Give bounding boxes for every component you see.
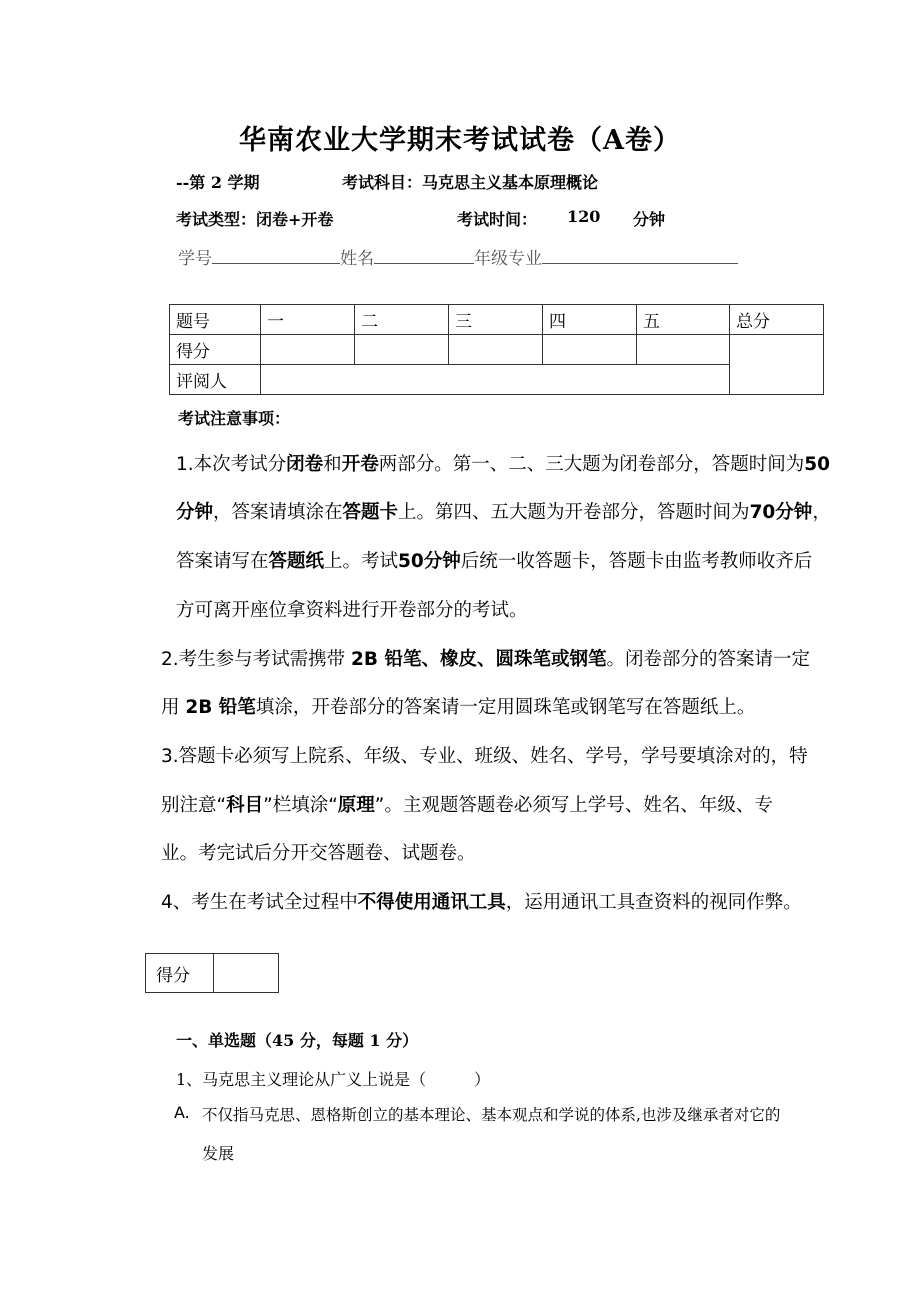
header-cell-1: 一 bbox=[261, 305, 355, 335]
score-cell-4[interactable] bbox=[543, 335, 637, 365]
exam-subject: 考试科目：马克思主义基本原理概论 bbox=[342, 173, 599, 192]
section-1-heading: 一、单选题（45 分，每题 1 分） bbox=[176, 1031, 419, 1050]
note-4-line-1: 4、考生在考试全过程中不得使用通讯工具，运用通讯工具查资料的视同作弊。 bbox=[161, 892, 802, 913]
score-table bbox=[169, 304, 824, 395]
score-row-label: 得分 bbox=[170, 335, 261, 365]
section-score-label: 得分 bbox=[146, 954, 214, 993]
exam-time-value: 120 bbox=[567, 207, 601, 226]
semester: --第 2 学期 bbox=[176, 173, 260, 192]
student-id-label: 学号 bbox=[178, 249, 212, 269]
name-field[interactable] bbox=[374, 247, 474, 264]
exam-time-unit: 分钟 bbox=[633, 210, 666, 229]
header-cell-5: 五 bbox=[637, 305, 730, 335]
score-cell-1[interactable] bbox=[261, 335, 355, 365]
grader-row-label: 评阅人 bbox=[170, 365, 261, 395]
note-1-line-2: 分钟，答案请填涂在答题卡上。第四、五大题为开卷部分，答题时间为70分钟， bbox=[176, 502, 831, 523]
student-id-field[interactable] bbox=[212, 247, 340, 264]
option-a-line-2: 发展 bbox=[202, 1144, 235, 1163]
header-cell-number: 题号 bbox=[170, 305, 261, 335]
header-cell-4: 四 bbox=[543, 305, 637, 335]
score-table-grader-row bbox=[170, 365, 824, 395]
note-1-line-1: 1.本次考试分闭卷和开卷两部分。第一、二、三大题为闭卷部分，答题时间为50 bbox=[176, 454, 830, 475]
exam-type: 考试类型：闭卷+开卷 bbox=[176, 210, 334, 229]
note-1-line-3: 答案请写在答题纸上。考试50分钟后统一收答题卡，答题卡由监考教师收齐后 bbox=[176, 551, 813, 572]
note-2-line-2: 用 2B 铅笔填涂，开卷部分的答案请一定用圆珠笔或钢笔写在答题纸上。 bbox=[161, 697, 756, 718]
exam-time-label: 考试时间： bbox=[457, 210, 538, 229]
score-cell-5[interactable] bbox=[637, 335, 730, 365]
note-3-line-2: 别注意“科目”栏填涂“原理”。主观题答题卷必须写上学号、姓名、年级、专 bbox=[161, 795, 773, 816]
score-cell-total[interactable] bbox=[730, 335, 824, 395]
header-cell-total: 总分 bbox=[730, 305, 824, 335]
notes-heading: 考试注意事项： bbox=[178, 409, 291, 428]
score-cell-3[interactable] bbox=[449, 335, 543, 365]
score-table-score-row bbox=[170, 335, 824, 365]
name-label: 姓名 bbox=[340, 249, 374, 269]
major-label: 年级专业 bbox=[474, 249, 542, 269]
section-score-box bbox=[145, 953, 279, 993]
major-field[interactable] bbox=[542, 247, 738, 264]
note-1-line-4: 方可离开座位拿资料进行开卷部分的考试。 bbox=[176, 600, 528, 621]
header-cell-2: 二 bbox=[355, 305, 449, 335]
section-score-input[interactable] bbox=[214, 954, 279, 993]
header-cell-3: 三 bbox=[449, 305, 543, 335]
note-3-line-3: 业。考完试后分开交答题卷、试题卷。 bbox=[161, 843, 476, 864]
score-table-header-row bbox=[170, 305, 824, 335]
note-2-line-1: 2.考生参与考试需携带 2B 铅笔、橡皮、圆珠笔或钢笔。闭卷部分的答案请一定 bbox=[161, 649, 810, 670]
exam-title: 华南农业大学期末考试试卷（A卷） bbox=[239, 125, 681, 156]
note-3-line-1: 3.答题卡必须写上院系、年级、专业、班级、姓名、学号，学号要填涂对的，特 bbox=[161, 746, 808, 767]
grader-cell[interactable] bbox=[261, 365, 730, 395]
option-a-line-1: 不仅指马克思、恩格斯创立的基本理论、基本观点和学说的体系,也涉及继承者对它的 bbox=[202, 1106, 781, 1124]
score-cell-2[interactable] bbox=[355, 335, 449, 365]
student-info-fields bbox=[178, 244, 738, 269]
question-1: 1、马克思主义理论从广义上说是（ ） bbox=[176, 1070, 491, 1089]
option-a-label: A. bbox=[174, 1103, 190, 1122]
